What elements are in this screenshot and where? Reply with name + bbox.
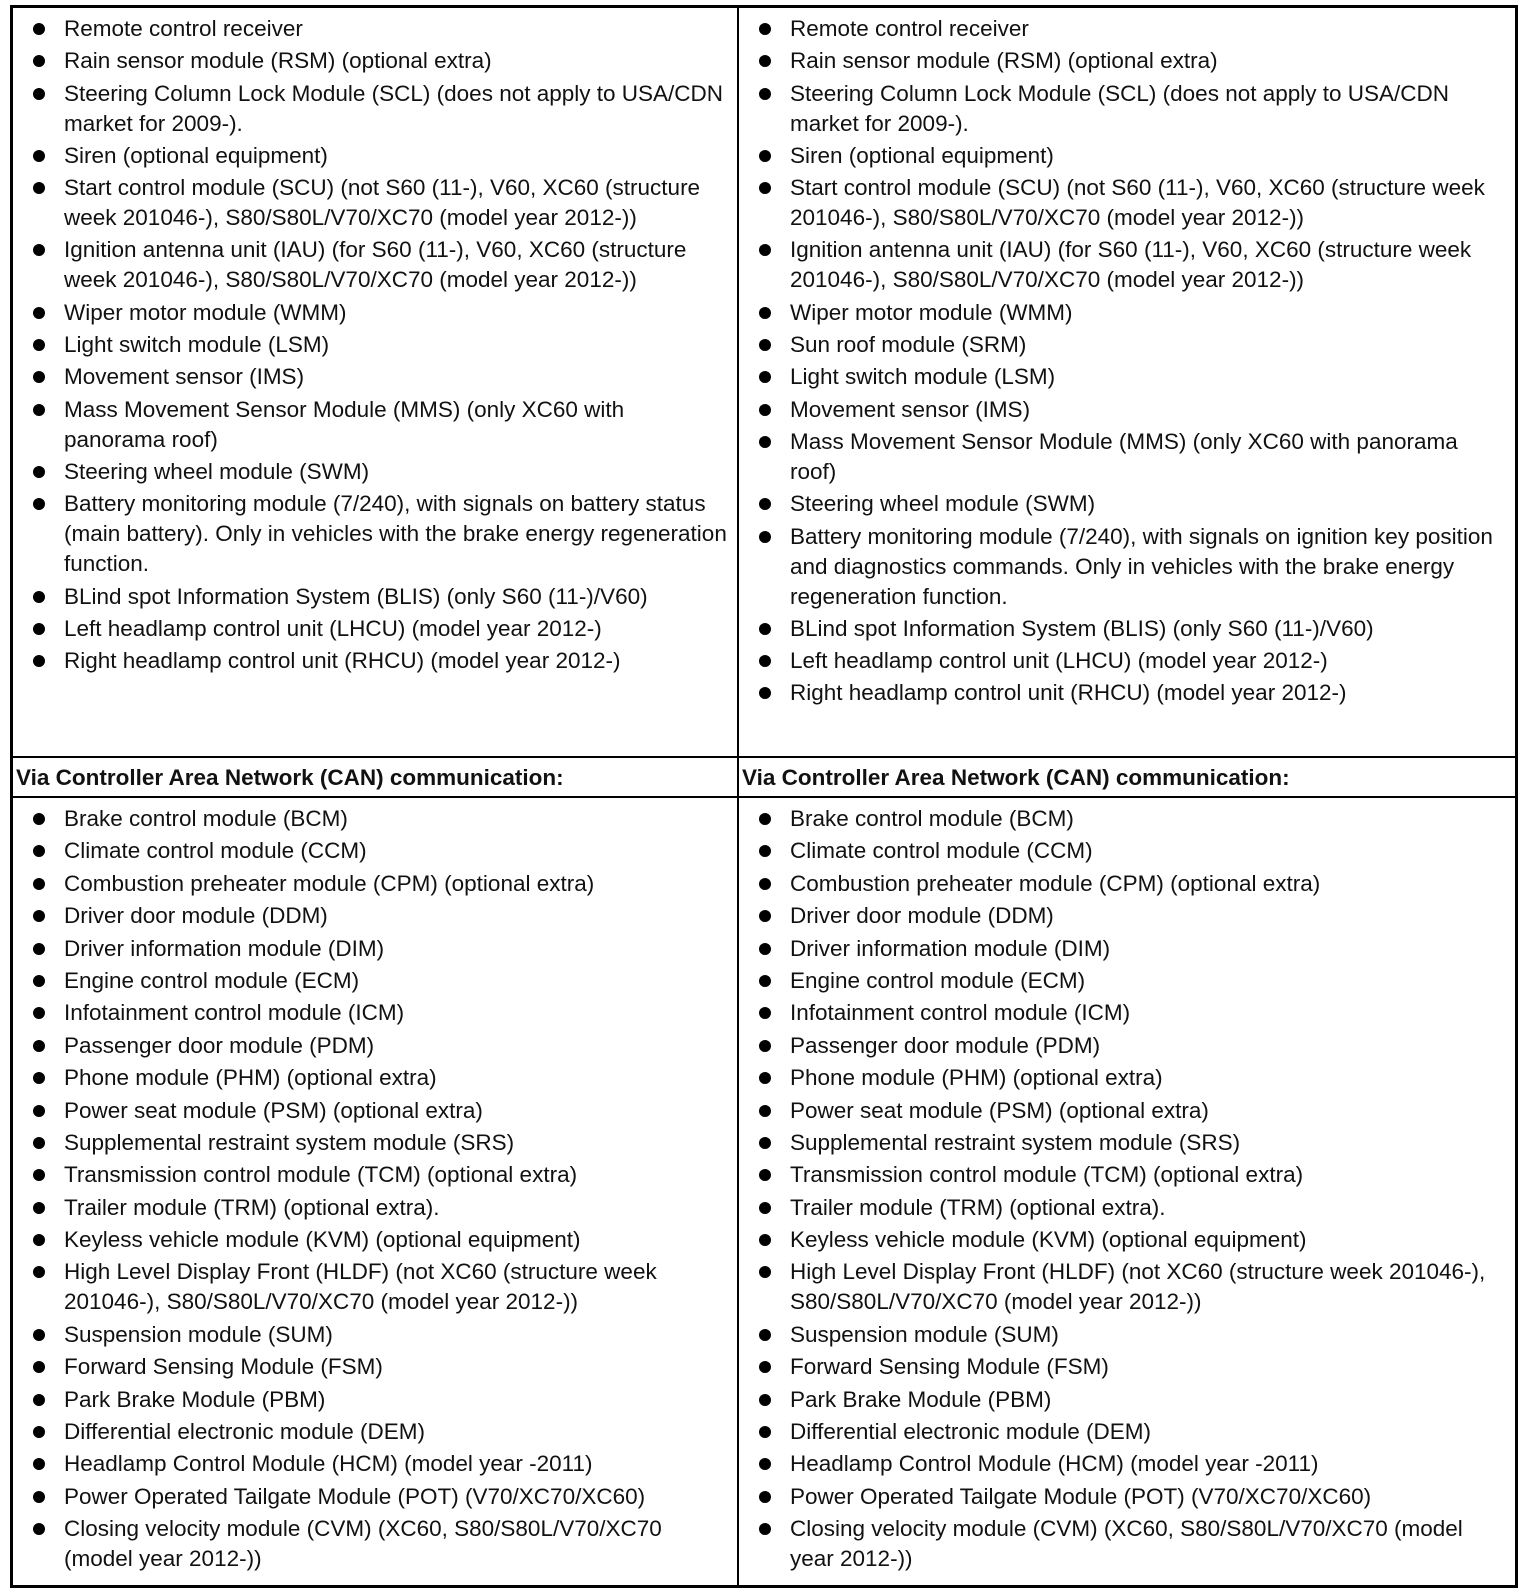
left-can-list bbox=[13, 798, 737, 1574]
list-item: Steering Column Lock Module (SCL) (does not apply to USA/CDN market for 2009-). bbox=[739, 79, 1507, 139]
list-item: Supplemental restraint system module (SRS) bbox=[739, 1128, 1507, 1158]
list-item: Climate control module (CCM) bbox=[13, 836, 729, 866]
list-item: Remote control receiver bbox=[739, 14, 1507, 44]
list-item: Closing velocity module (CVM) (XC60, S80/S80L/V70/XC70 (model year 2012-)) bbox=[739, 1514, 1507, 1574]
list-item: Ignition antenna unit (IAU) (for S60 (11-), V60, XC60 (structure week 201046-), S80/S80L/V70/XC70 (model year 2012-)) bbox=[13, 235, 729, 295]
list-item: BLind spot Information System (BLIS) (only S60 (11-)/V60) bbox=[13, 582, 729, 612]
list-item: Keyless vehicle module (KVM) (optional equipment) bbox=[13, 1225, 729, 1255]
list-item: Passenger door module (PDM) bbox=[739, 1031, 1507, 1061]
list-item: Transmission control module (TCM) (optional extra) bbox=[13, 1160, 729, 1190]
list-item: Keyless vehicle module (KVM) (optional equipment) bbox=[739, 1225, 1507, 1255]
list-item: Power Operated Tailgate Module (POT) (V70/XC70/XC60) bbox=[739, 1482, 1507, 1512]
list-item: Engine control module (ECM) bbox=[13, 966, 729, 996]
right-top-list bbox=[739, 8, 1515, 708]
list-item: Climate control module (CCM) bbox=[739, 836, 1507, 866]
list-item: Supplemental restraint system module (SRS) bbox=[13, 1128, 729, 1158]
list-item: Passenger door module (PDM) bbox=[13, 1031, 729, 1061]
list-item: Differential electronic module (DEM) bbox=[13, 1417, 729, 1447]
list-item: Movement sensor (IMS) bbox=[13, 362, 729, 392]
list-item: High Level Display Front (HLDF) (not XC60 (structure week 201046-), S80/S80L/V70/XC70 (model year 2012-)) bbox=[739, 1257, 1507, 1317]
list-item: Differential electronic module (DEM) bbox=[739, 1417, 1507, 1447]
list-item: Start control module (SCU) (not S60 (11-), V60, XC60 (structure week 201046-), S80/S80L/V70/XC70 (model year 2012-)) bbox=[13, 173, 729, 233]
list-item: Siren (optional equipment) bbox=[739, 141, 1507, 171]
list-item: Phone module (PHM) (optional extra) bbox=[13, 1063, 729, 1093]
list-item: Power seat module (PSM) (optional extra) bbox=[739, 1096, 1507, 1126]
list-item: Siren (optional equipment) bbox=[13, 141, 729, 171]
list-item: Driver information module (DIM) bbox=[739, 934, 1507, 964]
list-item: Closing velocity module (CVM) (XC60, S80/S80L/V70/XC70 (model year 2012-)) bbox=[13, 1514, 729, 1574]
list-item: Left headlamp control unit (LHCU) (model year 2012-) bbox=[739, 646, 1507, 676]
list-item: Sun roof module (SRM) bbox=[739, 330, 1507, 360]
list-item: Ignition antenna unit (IAU) (for S60 (11-), V60, XC60 (structure week 201046-), S80/S80L/V70/XC70 (model year 2012-)) bbox=[739, 235, 1507, 295]
list-item: Start control module (SCU) (not S60 (11-), V60, XC60 (structure week 201046-), S80/S80L/V70/XC70 (model year 2012-)) bbox=[739, 173, 1507, 233]
list-item: Phone module (PHM) (optional extra) bbox=[739, 1063, 1507, 1093]
list-item: Forward Sensing Module (FSM) bbox=[13, 1352, 729, 1382]
list-item: Combustion preheater module (CPM) (optional extra) bbox=[13, 869, 729, 899]
list-item: Driver door module (DDM) bbox=[739, 901, 1507, 931]
list-item: Power seat module (PSM) (optional extra) bbox=[13, 1096, 729, 1126]
list-item: Movement sensor (IMS) bbox=[739, 395, 1507, 425]
list-item: Transmission control module (TCM) (optional extra) bbox=[739, 1160, 1507, 1190]
right-can-list bbox=[739, 798, 1515, 1574]
list-item: Suspension module (SUM) bbox=[739, 1320, 1507, 1350]
list-item: Headlamp Control Module (HCM) (model year -2011) bbox=[13, 1449, 729, 1479]
list-item: Mass Movement Sensor Module (MMS) (only XC60 with panorama roof) bbox=[739, 427, 1507, 487]
list-item: Forward Sensing Module (FSM) bbox=[739, 1352, 1507, 1382]
list-item: Mass Movement Sensor Module (MMS) (only XC60 with panorama roof) bbox=[13, 395, 729, 455]
list-item: Steering Column Lock Module (SCL) (does not apply to USA/CDN market for 2009-). bbox=[13, 79, 729, 139]
left-top-list bbox=[13, 8, 737, 676]
list-item: Steering wheel module (SWM) bbox=[739, 489, 1507, 519]
list-item: Infotainment control module (ICM) bbox=[739, 998, 1507, 1028]
list-item: Wiper motor module (WMM) bbox=[13, 298, 729, 328]
list-item: Trailer module (TRM) (optional extra). bbox=[13, 1193, 729, 1223]
list-item: Right headlamp control unit (RHCU) (model year 2012-) bbox=[739, 678, 1507, 708]
left-can-cell bbox=[13, 798, 739, 1585]
list-item: Steering wheel module (SWM) bbox=[13, 457, 729, 487]
list-item: Engine control module (ECM) bbox=[739, 966, 1507, 996]
module-comparison-table bbox=[10, 5, 1518, 1588]
right-top-cell bbox=[739, 8, 1515, 756]
list-item: Rain sensor module (RSM) (optional extra) bbox=[739, 46, 1507, 76]
list-item: Brake control module (BCM) bbox=[13, 804, 729, 834]
list-item: Battery monitoring module (7/240), with signals on ignition key position and diagnostics commands. Only in vehicles with the brake energy regeneration function. bbox=[739, 522, 1507, 612]
list-item: Driver door module (DDM) bbox=[13, 901, 729, 931]
list-item: Left headlamp control unit (LHCU) (model year 2012-) bbox=[13, 614, 729, 644]
list-item: Park Brake Module (PBM) bbox=[13, 1385, 729, 1415]
list-item: Light switch module (LSM) bbox=[739, 362, 1507, 392]
list-item: Right headlamp control unit (RHCU) (model year 2012-) bbox=[13, 646, 729, 676]
list-item: Headlamp Control Module (HCM) (model year -2011) bbox=[739, 1449, 1507, 1479]
right-can-cell bbox=[739, 798, 1515, 1585]
left-top-cell bbox=[13, 8, 739, 756]
list-item: Power Operated Tailgate Module (POT) (V70/XC70/XC60) bbox=[13, 1482, 729, 1512]
list-item: High Level Display Front (HLDF) (not XC60 (structure week 201046-), S80/S80L/V70/XC70 (model year 2012-)) bbox=[13, 1257, 729, 1317]
list-item: Park Brake Module (PBM) bbox=[739, 1385, 1507, 1415]
list-item: Battery monitoring module (7/240), with signals on battery status (main battery). Only in vehicles with the brake energy regeneration function. bbox=[13, 489, 729, 579]
list-item: Combustion preheater module (CPM) (optional extra) bbox=[739, 869, 1507, 899]
list-item: Driver information module (DIM) bbox=[13, 934, 729, 964]
list-item: Wiper motor module (WMM) bbox=[739, 298, 1507, 328]
list-item: Light switch module (LSM) bbox=[13, 330, 729, 360]
list-item: Rain sensor module (RSM) (optional extra) bbox=[13, 46, 729, 76]
list-item: Infotainment control module (ICM) bbox=[13, 998, 729, 1028]
list-item: Trailer module (TRM) (optional extra). bbox=[739, 1193, 1507, 1223]
list-item: Remote control receiver bbox=[13, 14, 729, 44]
right-can-header: Via Controller Area Network (CAN) communication: bbox=[739, 756, 1515, 798]
list-item: Suspension module (SUM) bbox=[13, 1320, 729, 1350]
list-item: BLind spot Information System (BLIS) (only S60 (11-)/V60) bbox=[739, 614, 1507, 644]
left-can-header: Via Controller Area Network (CAN) communication: bbox=[13, 756, 739, 798]
list-item: Brake control module (BCM) bbox=[739, 804, 1507, 834]
